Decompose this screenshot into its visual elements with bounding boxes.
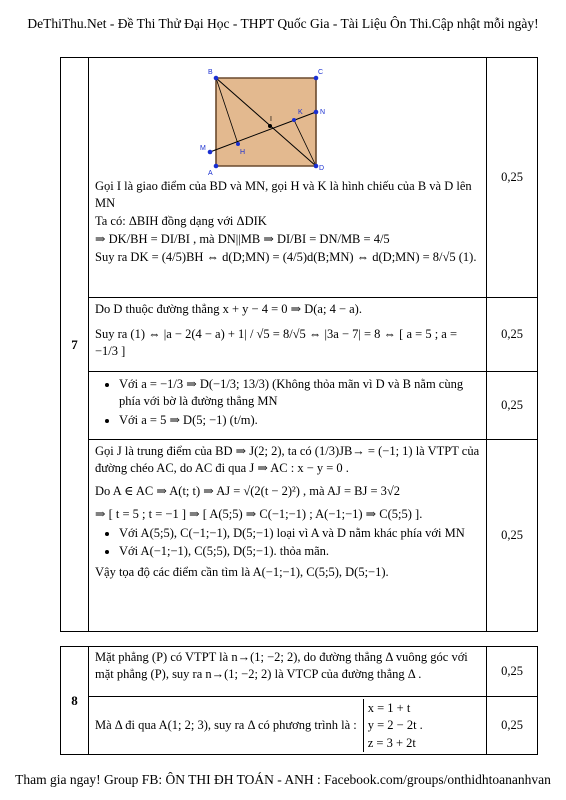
q7-row2-line-1: Do D thuộc đường thẳng x + y − 4 = 0 ⇒ D(a; 4 − a).: [95, 302, 362, 316]
q7-row4-item-1: • Với A(5;5), C(−1;−1), D(5;−1) loại vì A và D nằm khác phía với MN: [119, 525, 480, 542]
q8-system: [363, 699, 423, 752]
q7-row1-line-1: Gọi I là giao điểm của BD và MN, gọi H và K là hình chiếu của B và D lên MN: [95, 179, 472, 210]
q8-system-eq-1: x = 1 + t: [367, 701, 411, 715]
q7-conclusion: Vậy tọa độ các điểm cần tìm là A(−1;−1), C(5;5), D(5;−1).: [95, 565, 389, 580]
q7-row4-line-2: Do A ∈ AC ⇒ A(t; t) ⇒ AJ = √(2(t − 2)²) , mà AJ = BJ = 3√2: [95, 483, 401, 498]
q7-row3: [89, 372, 487, 440]
q7-row1-line-3: ⇒ DK/BH = DI/BI , mà DN||MB ⇒ DI/BI = DN/MB = 4/5: [95, 231, 390, 246]
page-header: DeThiThu.Net - Đề Thi Thử Đại Học - THPT Quốc Gia - Tài Liệu Ôn Thi.Cập nhật mỗi ngày!: [27, 16, 539, 31]
label-D: D: [319, 165, 325, 172]
q7-row4-line-1: Gọi J là trung điểm của BD ⇒ J(2; 2), ta có (1/3)JB→ = (−1; 1) là VTPT của đường chéo AC, do AC đi qua J ⇒ AC : x − y = 0 .: [95, 444, 480, 475]
question-7-table: [60, 57, 538, 632]
q8-row2-score: 0,25: [487, 697, 538, 755]
q7-row3-score: 0,25: [487, 372, 538, 440]
label-H: H: [240, 149, 246, 156]
label-I: I: [270, 116, 272, 123]
q7-row1-score: 0,25: [487, 58, 538, 298]
q7-row2: [89, 298, 487, 372]
q7-row1: [89, 58, 487, 298]
q8-system-eq-2: y = 2 − 2t .: [367, 718, 423, 733]
q7-row4-line-3: ⇒ [ t = 5 ; t = −1 ] ⇒ [ A(5;5) ⇒ C(−1;−1) ; A(−1;−1) ⇒ C(5;5) ].: [95, 506, 423, 521]
q8-system-eq-3: z = 3 + 2t: [367, 735, 416, 750]
q7-row3-item-2: • Với a = 5 ⇒ D(5; −1) (t/m).: [119, 412, 480, 429]
q7-row1-line-2: Ta có: ΔBIH đồng dạng với ΔDIK: [95, 213, 267, 228]
q7-row1-line-4: Suy ra DK = (4/5)BH ⇔ d(D;MN) = (4/5)d(B;MN) ⇔ d(D;MN) = 8/√5 (1).: [95, 249, 477, 264]
label-A: A: [208, 170, 213, 176]
label-B: B: [208, 69, 213, 76]
q7-row3-item-1: • Với a = −1/3 ⇒ D(−1/3; 13/3) (Không thỏa mãn vì D và B nằm cùng phía với bờ là đường thẳng MN: [119, 376, 480, 410]
question-8-table: [60, 646, 538, 755]
q7-row4-item-2: • Với A(−1;−1), C(5;5), D(5;−1). thỏa mãn.: [119, 543, 480, 560]
q7-row3-list: [95, 376, 480, 429]
geometry-figure: [190, 64, 340, 176]
question-7-number: 7: [61, 58, 89, 632]
label-M: M: [200, 145, 206, 152]
question-8-number: 8: [61, 647, 89, 755]
q7-row4-list: [95, 525, 480, 561]
label-N: N: [320, 109, 326, 116]
label-K: K: [298, 109, 303, 116]
q8-row2: [89, 697, 487, 755]
q7-row2-line-2: Suy ra (1) ⇔ |a − 2(4 − a) + 1| / √5 = 8/√5 ⇔ |3a − 7| = 8 ⇔ [ a = 5 ; a = −1/3 ]: [95, 326, 458, 358]
q7-row4: [89, 440, 487, 632]
q7-row4-score: 0,25: [487, 440, 538, 632]
page-footer: Tham gia ngay! Group FB: ÔN THI ĐH TOÁN - ANH : Facebook.com/groups/onthidhtoananhvan: [15, 772, 551, 787]
q7-row2-score: 0,25: [487, 298, 538, 372]
q8-row2-text: Mà Δ đi qua A(1; 2; 3), suy ra Δ có phương trình là :: [95, 717, 357, 732]
q8-row1: Mặt phẳng (P) có VTPT là n→(1; −2; 2), do đường thẳng Δ vuông góc với mặt phẳng (P), suy ra n→(1; −2; 2) là VTCP của đường thẳng Δ .: [89, 647, 487, 697]
q8-row1-score: 0,25: [487, 647, 538, 697]
label-C: C: [318, 69, 324, 76]
